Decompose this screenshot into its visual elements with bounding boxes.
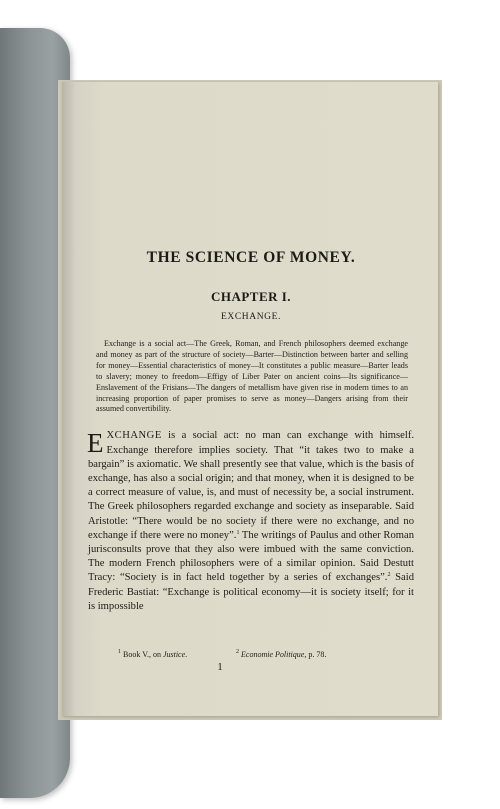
chapter-summary: Exchange is a social act—The Greek, Roman, and French philosophers deemed exchange and money as part of the structure of society—Barter—Distinction between barter and selling for money—Essential characteristics of money—It constitutes a public measure—Barter leads to slavery; money to freedom—Effigy of Liber Pater on ancient coins—Its significance—Enslavement of the Frisians—The dangers of metallism have given rise in modern times to an increasing proportion of paper promises to serve as money—Dangers arising from their assumed convertibility. (96, 339, 408, 414)
body-paragraph (88, 429, 414, 614)
footnote-1-title: Justice (162, 650, 186, 659)
footnote-2 (236, 650, 326, 660)
footnote-2-post: , p. 78. (304, 650, 327, 659)
footnote-1 (118, 650, 187, 660)
footnote-1-post: . (185, 650, 188, 659)
body-text-part-3: Said Frederic Bastiat: “Exchange is political economy—it is society itself; for it is impossible (88, 572, 414, 612)
chapter-title: CHAPTER I. (210, 289, 292, 304)
footnote-marker-2: 2 (387, 572, 391, 579)
body-text-part-2: The writings of Paulus and other Roman jurisconsults prove that they also were imbued with the same conviction. The modern French philosophers were of a similar opinion. Said Destutt Tracy: “Society is in fact held together by a series of exchanges”. (88, 529, 414, 584)
first-word-rest: XCHANGE (106, 430, 162, 442)
footnote-2-mark: 2 (236, 649, 239, 655)
footnote-2-title: Economie Politique (241, 650, 305, 659)
footnote-1-pre: Book V., on (121, 650, 163, 659)
page-number: 1 (217, 661, 223, 673)
chapter-subtitle: EXCHANGE. (220, 312, 282, 322)
footnote-marker-1: 1 (236, 529, 240, 536)
page-content (88, 248, 414, 614)
body-text-part-1: is a social act: no man can exchange with himself. Exchange therefore implies society. That “it takes two to make a bargain” is axiomatic. We shall presently see that value, which is the basis of exchange, has also a social origin; and that money, when it is designed to be a correct measure of value, is, and must of necessity be, a social instrument. The Greek philosophers regarded exchange and society as inseparable. Said Aristotle: “There would be no society if there were no exchange, and no exchange if there were no money”. (88, 430, 414, 541)
book-title: THE SCIENCE OF MONEY. (146, 249, 356, 266)
footnote-1-mark: 1 (118, 649, 121, 655)
drop-cap: E (87, 428, 104, 459)
